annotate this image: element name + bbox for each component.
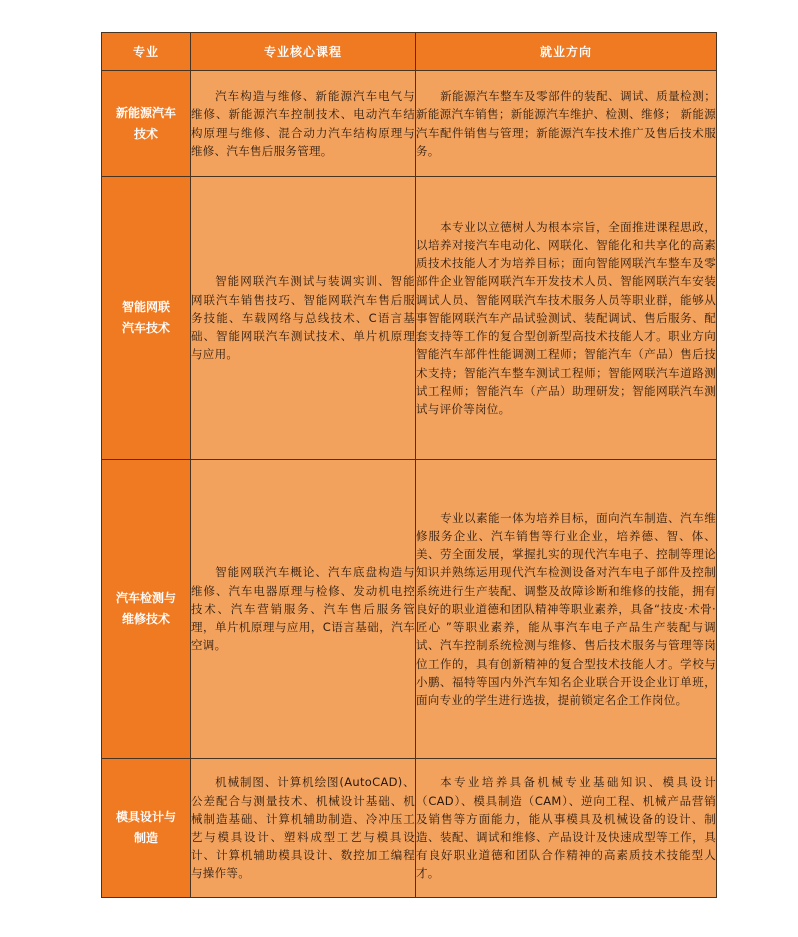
major-name-line2: 维修技术 (121, 612, 170, 626)
major-name-line1: 汽车检测与 (115, 591, 176, 605)
courses-cell (191, 759, 416, 898)
courses-text: 智能网联汽车测试与装调实训、智能网联汽车销售技巧、智能网联汽车售后服务技能、车载网络与总线技术、C语言基础、智能网联汽车测试技术、单片机原理与应用。 (191, 274, 415, 362)
career-cell (416, 759, 717, 898)
major-name-cell (102, 759, 191, 898)
header-career: 就业方向 (416, 33, 717, 71)
table-row (102, 759, 717, 898)
career-cell (416, 460, 717, 759)
major-name-line1: 智能网联 (121, 300, 170, 314)
career-text: 本专业培养具备机械专业基础知识、模具设计（CAD）、模具制造（CAM）、逆向工程、机械产品营销及销售等方面能力，能从事模具及机械设备的设计、制造、装配、调试和维修、产品设计及快速成型等工作，具有良好职业道德和团队合作精神的高素质技术技能型人才。 (416, 775, 716, 881)
courses-cell (191, 71, 416, 177)
major-name-cell (102, 177, 191, 460)
major-name-line2: 汽车技术 (121, 321, 170, 335)
majors-table (101, 32, 717, 898)
career-text: 专业以素能一体为培养目标，面向汽车制造、汽车维修服务企业、汽车销售等行业企业，培养德、智、体、美、劳全面发展，掌握扎实的现代汽车电子、控制等理论知识并熟练运用现代汽车检测设备对汽车电子部件及控制系统进行生产装配、调整及故障诊断和维修的技能，拥有良好的职业道德和团队精神等职业素养，具备“技皮·术骨·匠心 ”等职业素养，能从事汽车电子产品生产装配与调试、汽车控制系统检测与维修、售后技术服务与管理等岗位工作的，具有创新精神的复合型技术技能人才。学校与小鹏、福特等国内外汽车知名企业联合开设企业订单班，面向专业的学生进行选拔，提前锁定名企工作岗位。 (416, 510, 716, 707)
career-cell (416, 177, 717, 460)
table-header-row (102, 33, 717, 71)
major-name-line2: 技术 (133, 126, 158, 141)
career-cell (416, 71, 717, 177)
major-name-line2: 制造 (133, 831, 158, 845)
courses-text: 机械制图、计算机绘图(AutoCAD)、公差配合与测量技术、机械设计基础、机械制造基础、计算机辅助制造、冷冲压工艺与模具设计、塑料成型工艺与模具设计、计算机辅助模具设计、数控加工编程与操作等。 (191, 775, 415, 881)
major-name-cell (102, 460, 191, 759)
major-name-line1: 模具设计与 (115, 810, 176, 824)
courses-text: 汽车构造与维修、新能源汽车电气与维修、新能源汽车控制技术、电动汽车结构原理与维修、混合动力汽车结构原理与维修、汽车售后服务管理。 (191, 89, 415, 158)
major-name-cell (102, 71, 191, 177)
career-text: 新能源汽车整车及零部件的装配、调试、质量检测；新能源汽车销售；新能源汽车维护、检测、维修； 新能源汽车配件销售与管理；新能源汽车技术推广及售后技术服务。 (416, 89, 716, 158)
table-row (102, 177, 717, 460)
table-row (102, 71, 717, 177)
courses-cell (191, 177, 416, 460)
header-courses: 专业核心课程 (191, 33, 416, 71)
courses-text: 智能网联汽车概论、汽车底盘构造与维修、汽车电器原理与检修、发动机电控技术、汽车营销服务、汽车售后服务管理，单片机原理与应用，C语言基础，汽车空调。 (191, 565, 415, 653)
table-row (102, 460, 717, 759)
career-text: 本专业以立德树人为根本宗旨，全面推进课程思政，以培养对接汽车电动化、网联化、智能化和共享化的高素质技术技能人才为培养目标；面向智能网联汽车整车及零部件企业智能网联汽车开发技术人员、智能网联汽车安装调试人员、智能网联汽车技术服务人员等职业群，能够从事智能网联汽车产品试验测试、装配调试、售后服务、配套支持等工作的复合型创新型高技术技能人才。职业方向智能汽车部件性能调测工程师；智能汽车（产品）售后技术支持；智能汽车整车测试工程师；智能网联汽车道路测试工程师；智能汽车（产品）助理研发；智能网联汽车测试与评价等岗位。 (416, 219, 716, 416)
major-name-line1: 新能源汽车 (115, 105, 176, 120)
courses-cell (191, 460, 416, 759)
header-major: 专业 (102, 33, 191, 71)
